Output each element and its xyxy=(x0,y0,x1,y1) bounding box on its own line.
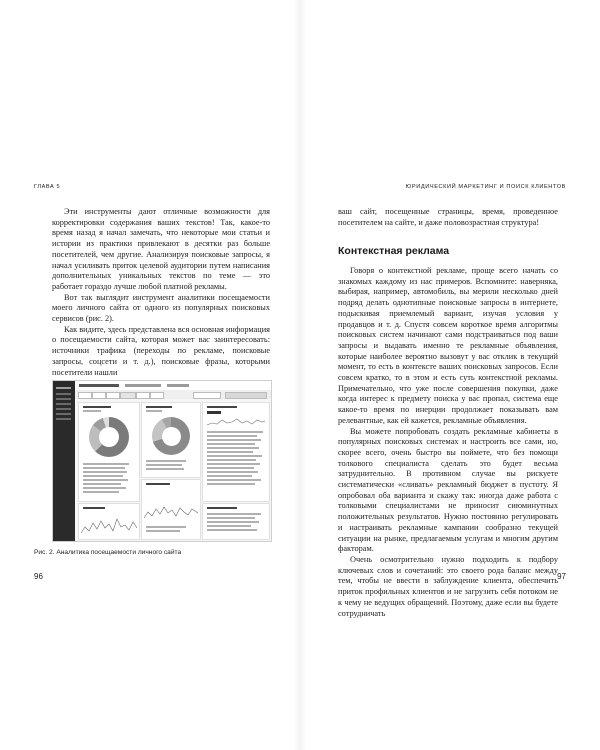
figure-panel-visits-chart xyxy=(78,503,140,540)
running-head-right: ЮРИДИЧЕСКИЙ МАРКЕТИНГ И ПОИСК КЛИЕНТОВ xyxy=(405,184,566,190)
figure-caption: Рис. 2. Аналитика посещаемости личного сайта xyxy=(34,549,182,556)
figure-sidebar xyxy=(53,381,75,541)
right-continuation-text xyxy=(338,207,558,228)
right-page xyxy=(300,0,600,750)
section-heading: Контекстная реклама xyxy=(338,245,450,257)
figure-panel-pages xyxy=(202,503,270,540)
figure-panel-devices xyxy=(141,402,201,478)
page-number-left: 96 xyxy=(34,572,43,581)
figure-panel-search-phrases xyxy=(202,402,270,502)
left-body-text xyxy=(52,207,270,378)
right-body-text xyxy=(338,266,558,619)
paragraph: Как видите, здесь представлена вся основная информация о посещаемости сайта, которая может вас заинтересовать: источники трафика (переходы по рекламе, поисковые запросы, соцсети и т. д.), поисковые фразы, которыми посетители нашли xyxy=(52,324,270,377)
figure-sparkline xyxy=(207,417,265,427)
paragraph: ваш сайт, посещенные страницы, время, проведенное посетителем на сайте, и даже половозрастная структура! xyxy=(338,207,558,227)
figure-toolbar xyxy=(75,390,271,399)
paragraph: Вы можете попробовать создать рекламные кабинеты в популярных поисковых системах и настроить все сами, но, скорее всего, очень быстро вы поймете, что без помощи толкового специалиста сделать это будет весьма затруднительно. В противном случае вы рискуете систематически «сливать» рекламный бюджет в пустоту. Я опробовал оба варианта и скажу так: иногда даже работа с толковыми специалистами не приносит сиюминутных положительных результатов. Нужно постоянно регулировать и настраивать рекламные кампании сообразно текущей ситуации на рынке, предлагаемым услугам и многим другим факторам. xyxy=(338,426,558,554)
paragraph: Очень осмотрительно нужно подходить к подбору ключевых слов и сочетаний: это своего рода баланс между тем, чтобы не ввести в заблуждение клиента, обеспечить приток профильных клиентов и не загрузить себя потоком не к чему не ведущих обращений. Поэтому, даже если вы будете сотрудничать xyxy=(338,554,558,618)
paragraph: Вот так выглядит инструмент аналитики посещаемости моего личного сайта от одного из популярных поисковых сервисов (рис. 2). xyxy=(52,292,270,324)
paragraph: Эти инструменты дают отличные возможности для корректировки содержания ваших текстов! Так, какое-то время назад я начал замечать, что некоторые мои статьи и истории из практики привлекают в десятки раз больше посетителей, чем другие. Анализируя поисковые запросы, я начал усиливать приток целевой аудитории путем написания дополнительных уникальных текстов по теме — это работает гораздо лучше любой платной рекламы. xyxy=(52,207,270,291)
running-head-left: ГЛАВА 5 xyxy=(34,184,61,190)
figure-panel-traffic xyxy=(78,402,140,502)
figure-line-chart xyxy=(81,513,137,537)
paragraph: Говоря о контекстной рекламе, проще всего начать со знакомых каждому из нас примеров. Вспомните: наверняка, выбирая, например, автомобиль, вы мерили несколько дней подряд делать однотипные поисковые запросы в интернете, подыскивая приемлемый вариант, изучая условия у продавцов и т. д. Спустя совсем короткое время алгоритмы поисковых систем начинают сами подстраиваться под ваши запросы и выдавать именно те рекламные объявления, которые наиболее вероятно вызовут у вас отклик в текущий момент, то есть в контексте ваших поисковых запросов. Если совсем кратко, то в этом и есть суть контекстной рекламы. Примечательно, что уже после совершения покупки, даже когда интерес к предмету поиска у вас пропал, система еще какое-то время по инерции продолжает показывать вам релевантные, как ей кажется, рекламные объявления. xyxy=(338,266,558,425)
figure-line-chart xyxy=(144,500,198,522)
analytics-screenshot-figure xyxy=(52,380,272,542)
figure-panel-age-chart xyxy=(141,479,201,540)
page-number-right: 97 xyxy=(557,572,566,581)
